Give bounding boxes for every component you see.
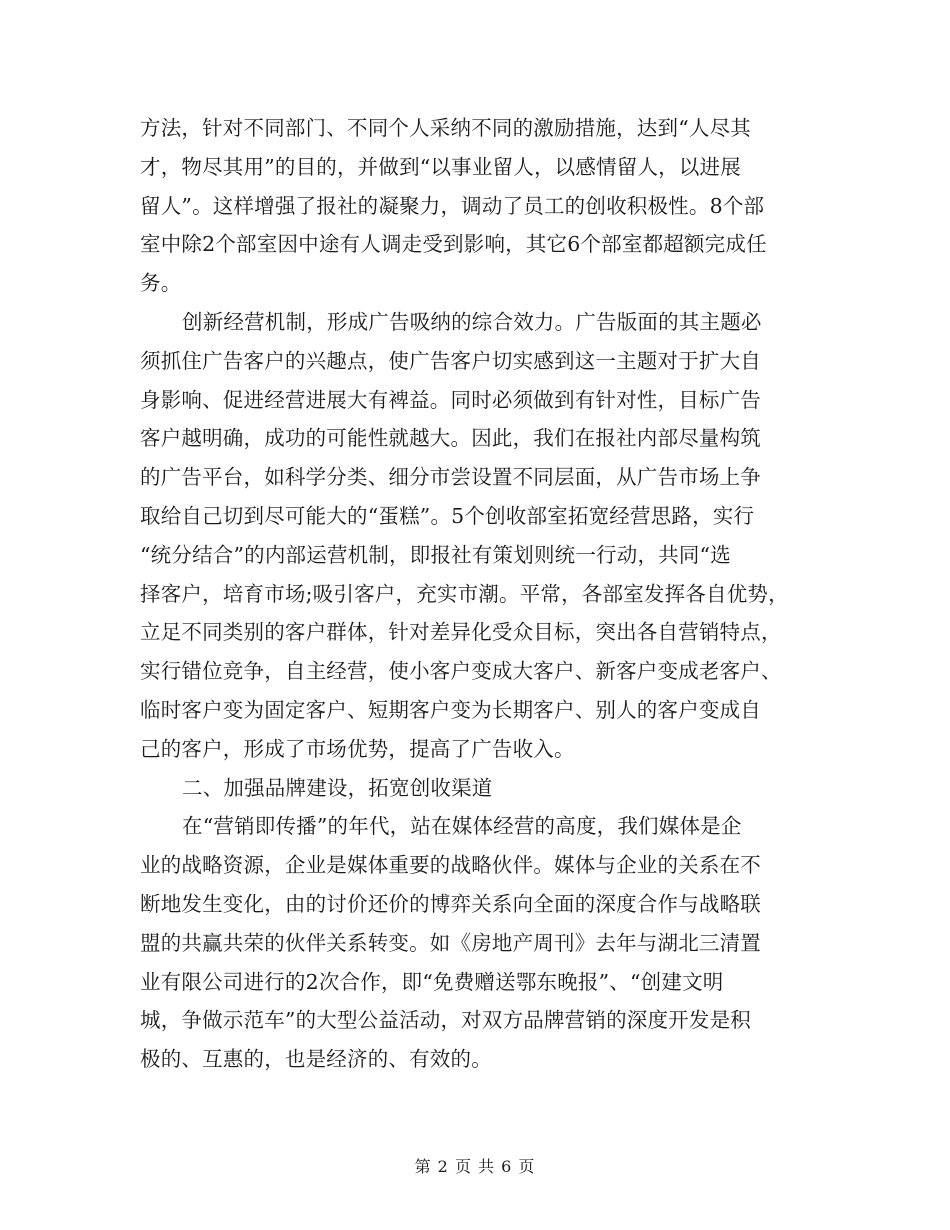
text-line: 二、加强品牌建设，拓宽创收渠道 [182,775,493,800]
text-line: 方法，针对不同部门、不同个人采纳不同的激励措施，达到“人尽其 [140,116,751,140]
text-line: 务。 [140,271,182,296]
page-number-footer: 第 2 页 共 6 页 [414,1157,536,1176]
text-line: 留人”。这样增强了报社的凝聚力，调动了员工的创收积极性。8个部 [140,193,765,218]
text-line: 取给自己切到尽可能大的“蛋糕”。5个创收部室拓宽经营思路，实行 [140,503,755,528]
text-line: 极的、互惠的，也是经济的、有效的。 [140,1047,492,1072]
text-line: 客户越明确，成功的可能性就越大。因此，我们在报社内部尽量构筑 [140,426,761,451]
text-line: 城，争做示范车”的大型公益活动，对双方品牌营销的深度开发是积 [140,1008,751,1033]
text-line: 室中除2个部室因中途有人调走受到影响，其它6个部室都超额完成任 [140,232,767,257]
text-line: 业有限公司进行的2次合作，即“免费赠送鄂东晚报”、“创建文明 [140,969,724,994]
document-body [140,112,818,1082]
text-line: 身影响、促进经营进展大有裨益。同时必须做到有针对性，目标广告 [140,387,761,412]
text-line: 临时客户变为固定客户、短期客户变为长期客户、别人的客户变成自 [140,697,761,722]
text-line: 盟的共赢共荣的伙伴关系转变。如《房地产周刊》去年与湖北三清置 [140,930,761,955]
text-line: 在“营销即传播”的年代，站在媒体经营的高度，我们媒体是企 [182,814,742,839]
text-line: 创新经营机制，形成广告吸纳的综合效力。广告版面的其主题必 [182,309,762,334]
text-line: 断地发生变化，由的讨价还价的博弈关系向全面的深度合作与战略联 [140,891,761,916]
text-line: 业的战略资源，企业是媒体重要的战略伙伴。媒体与企业的关系在不 [140,853,761,878]
text-line: 择客户，培育市场;吸引客户，充实市潮。平常，各部室发挥各自优势， [140,581,789,606]
text-line: 才，物尽其用”的目的，并做到“以事业留人，以感情留人，以进展 [140,154,741,179]
text-line: 实行错位竞争，自主经营，使小客户变成大客户、新客户变成老客户、 [140,659,782,684]
text-line: 须抓住广告客户的兴趣点，使广告客户切实感到这一主题对于扩大自 [140,348,761,373]
text-line: 的广告平台，如科学分类、细分市尝设置不同层面，从广告市场上争 [140,465,761,490]
text-line: “统分结合”的内部运营机制，即报社有策划则统一行动，共同“选 [140,542,731,567]
text-line: 己的客户，形成了市场优势，提高了广告收入。 [140,736,575,761]
text-line: 立足不同类别的客户群体，针对差异化受众目标，突出各自营销特点， [140,620,782,645]
